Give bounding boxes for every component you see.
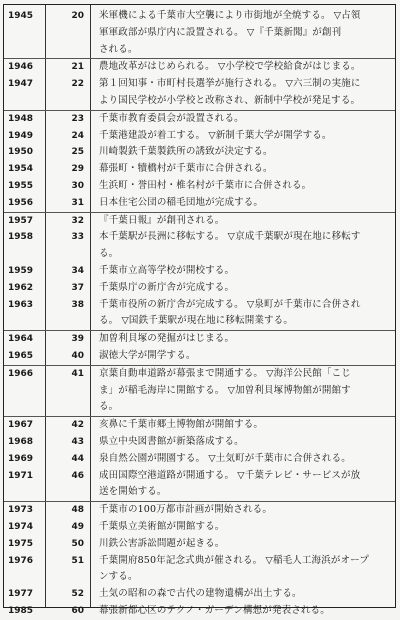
event-text-line: 川鉄公害訴訟問題が起きる。 — [99, 537, 225, 549]
table-row — [4, 280, 395, 297]
showa-year-cell: 42 — [71, 420, 84, 431]
event-text-line: 淑徳大学が開学する。 — [99, 349, 196, 361]
table-row — [4, 519, 395, 536]
table-row — [4, 178, 395, 195]
showa-year-cell: 46 — [71, 470, 84, 481]
event-text-line: 送を開始する。 — [99, 486, 167, 498]
table-row — [4, 553, 395, 587]
year-cell: 1964 — [8, 334, 34, 345]
table-row — [4, 297, 395, 331]
showa-year-cell: 24 — [71, 130, 84, 141]
year-cell: 1963 — [8, 299, 34, 310]
showa-year-cell: 29 — [71, 164, 84, 175]
year-cell: 1956 — [8, 197, 34, 208]
table-row — [4, 416, 395, 434]
year-cell: 1971 — [8, 470, 34, 481]
year-cell: 1975 — [8, 538, 34, 549]
showa-year-cell: 49 — [71, 521, 84, 532]
year-cell: 1947 — [8, 79, 34, 90]
year-cell: 1962 — [8, 282, 34, 293]
event-text-line: 千葉県立美術館が開館する。 — [99, 520, 225, 532]
event-text-line: る。 — [99, 248, 119, 260]
event-text-line: 京葉自動車道路が幕張まで開通する。 ▽海洋公民館「こじ — [99, 367, 351, 379]
event-text-line: より国民学校が小学校と改称され、新制中学校が発足する。 — [99, 94, 361, 106]
chronology-rows — [4, 8, 395, 620]
year-cell: 1949 — [8, 130, 34, 141]
showa-year-cell: 39 — [71, 334, 84, 345]
event-text-line: ンする。 — [99, 571, 138, 583]
event-text-line: ま」が稲毛海岸に開館する。 ▽加曽利貝塚博物館が開館す — [99, 384, 351, 396]
showa-year-cell: 44 — [71, 453, 84, 464]
year-cell: 1950 — [8, 147, 34, 158]
table-row — [4, 58, 395, 76]
event-text-line: 県立中央図書館が新築落成する。 — [99, 435, 244, 447]
event-text-line: 幕張新都心区のテクノ・ガーデン構想が発表される。 — [99, 604, 330, 616]
table-row — [4, 161, 395, 178]
showa-year-cell: 40 — [71, 350, 84, 361]
showa-year-cell: 48 — [71, 505, 84, 516]
event-text-line: される。 — [99, 43, 138, 55]
table-row — [4, 263, 395, 280]
year-cell: 1977 — [8, 589, 34, 600]
year-cell: 1945 — [8, 11, 34, 21]
event-text-line: 千葉開府850年記念式典が催される。 ▽稲毛人工海浜がオープ — [99, 554, 369, 566]
showa-year-cell: 20 — [71, 11, 84, 21]
year-cell: 1968 — [8, 436, 34, 447]
year-cell: 1965 — [8, 350, 34, 361]
showa-year-cell: 41 — [71, 368, 84, 379]
showa-year-cell: 25 — [71, 147, 84, 158]
table-row — [4, 501, 395, 519]
event-text-line: 加曽利貝塚の発掘がはじまる。 — [99, 333, 235, 345]
event-text-line: 農地改革がはじめられる。 ▽小学校で学校給食がはじまる。 — [99, 61, 361, 73]
showa-year-cell: 33 — [71, 232, 84, 243]
table-row — [4, 144, 395, 161]
event-text-line: 千葉県庁の新庁舎が完成する。 — [99, 281, 235, 293]
table-row — [4, 451, 395, 468]
table-row — [4, 229, 395, 263]
showa-year-cell: 51 — [71, 555, 84, 566]
event-text-line: 千葉市役所の新庁舎が完成する。 ▽泉町が千葉市に合併され — [99, 298, 361, 310]
showa-year-cell: 31 — [71, 197, 84, 208]
showa-year-cell: 38 — [71, 299, 84, 310]
event-text-line: 千葉港建設が着工する。 ▽新制千葉大学が開学する。 — [99, 129, 332, 141]
table-row — [4, 8, 395, 58]
event-text-line: 第１回知事・市町村長選挙が施行される。 ▽六三制の実施に — [99, 78, 361, 90]
table-row — [4, 330, 395, 348]
event-text-line: 幕張町・犢橋村が千葉市に合併される。 — [99, 163, 273, 175]
event-text-line: る。 ▽国鉄千葉駅が現在地に移転開業する。 — [99, 315, 293, 327]
event-text-line: 土気の昭和の森で古代の建物遺構が出土する。 — [99, 588, 302, 600]
table-row — [4, 586, 395, 603]
event-text-line: 川崎製鉄千葉製鉄所の誘致が決定する。 — [99, 146, 273, 158]
table-row — [4, 365, 395, 416]
event-text-line: 千葉市立高等学校が開校する。 — [99, 264, 235, 276]
year-cell: 1958 — [8, 232, 34, 243]
event-text-line: 千葉市教育委員会が設置される。 — [99, 112, 244, 124]
year-cell: 1967 — [8, 420, 34, 431]
event-text-line: 生浜町・誉田村・椎名村が千葉市に合併される。 — [99, 179, 312, 191]
table-row — [4, 536, 395, 553]
event-text-line: 『千葉日報』が創刊される。 — [99, 214, 225, 226]
event-text-line: 軍軍政部が県庁内に設置される。 ▽『千葉新聞』が創刊 — [99, 26, 342, 38]
year-cell: 1954 — [8, 164, 34, 175]
table-row — [4, 434, 395, 451]
table-row — [4, 348, 395, 365]
chronology-table — [3, 4, 396, 616]
showa-year-cell: 32 — [71, 215, 84, 226]
event-text-line: 日本住宅公団の稲毛団地が完成する。 — [99, 196, 264, 208]
year-cell: 1969 — [8, 453, 34, 464]
showa-year-cell: 50 — [71, 538, 84, 549]
year-cell: 1959 — [8, 265, 34, 276]
year-cell: 1966 — [8, 368, 34, 379]
year-cell: 1985 — [8, 605, 34, 616]
showa-year-cell: 21 — [71, 62, 84, 73]
table-row — [4, 212, 395, 230]
event-text-line: る。 — [99, 401, 119, 413]
event-text-line: 千葉市の100万都市計画が開始される。 — [99, 504, 272, 516]
table-row — [4, 110, 395, 128]
event-text-line: 米軍機による千葉市大空襲により市街地が全焼する。 ▽占領 — [99, 10, 361, 21]
table-row — [4, 195, 395, 212]
table-row — [4, 76, 395, 110]
showa-year-cell: 30 — [71, 180, 84, 191]
showa-year-cell: 52 — [71, 589, 84, 600]
showa-year-cell: 37 — [71, 282, 84, 293]
showa-year-cell: 23 — [71, 113, 84, 124]
year-cell: 1948 — [8, 113, 34, 124]
year-cell: 1955 — [8, 180, 34, 191]
year-cell: 1946 — [8, 62, 34, 73]
year-cell: 1974 — [8, 521, 34, 532]
event-text-line: 成田国際空港道路が開通する。 ▽千葉テレビ・サービスが放 — [99, 469, 361, 481]
event-text-line: 泉自然公園が開園する。 ▽土気町が千葉市に合併される。 — [99, 452, 351, 464]
table-row — [4, 603, 395, 620]
year-cell: 1976 — [8, 555, 34, 566]
showa-year-cell: 60 — [71, 605, 84, 616]
showa-year-cell: 22 — [71, 79, 84, 90]
year-cell: 1973 — [8, 505, 34, 516]
year-cell: 1957 — [8, 215, 34, 226]
table-row — [4, 128, 395, 145]
event-text-line: 本千葉駅が長洲に移転する。 ▽京成千葉駅が現在地に移転す — [99, 231, 361, 243]
table-row — [4, 468, 395, 502]
event-text-line: 亥鼻に千葉市郷土博物館が開館する。 — [99, 419, 264, 431]
showa-year-cell: 43 — [71, 436, 84, 447]
showa-year-cell: 34 — [71, 265, 84, 276]
